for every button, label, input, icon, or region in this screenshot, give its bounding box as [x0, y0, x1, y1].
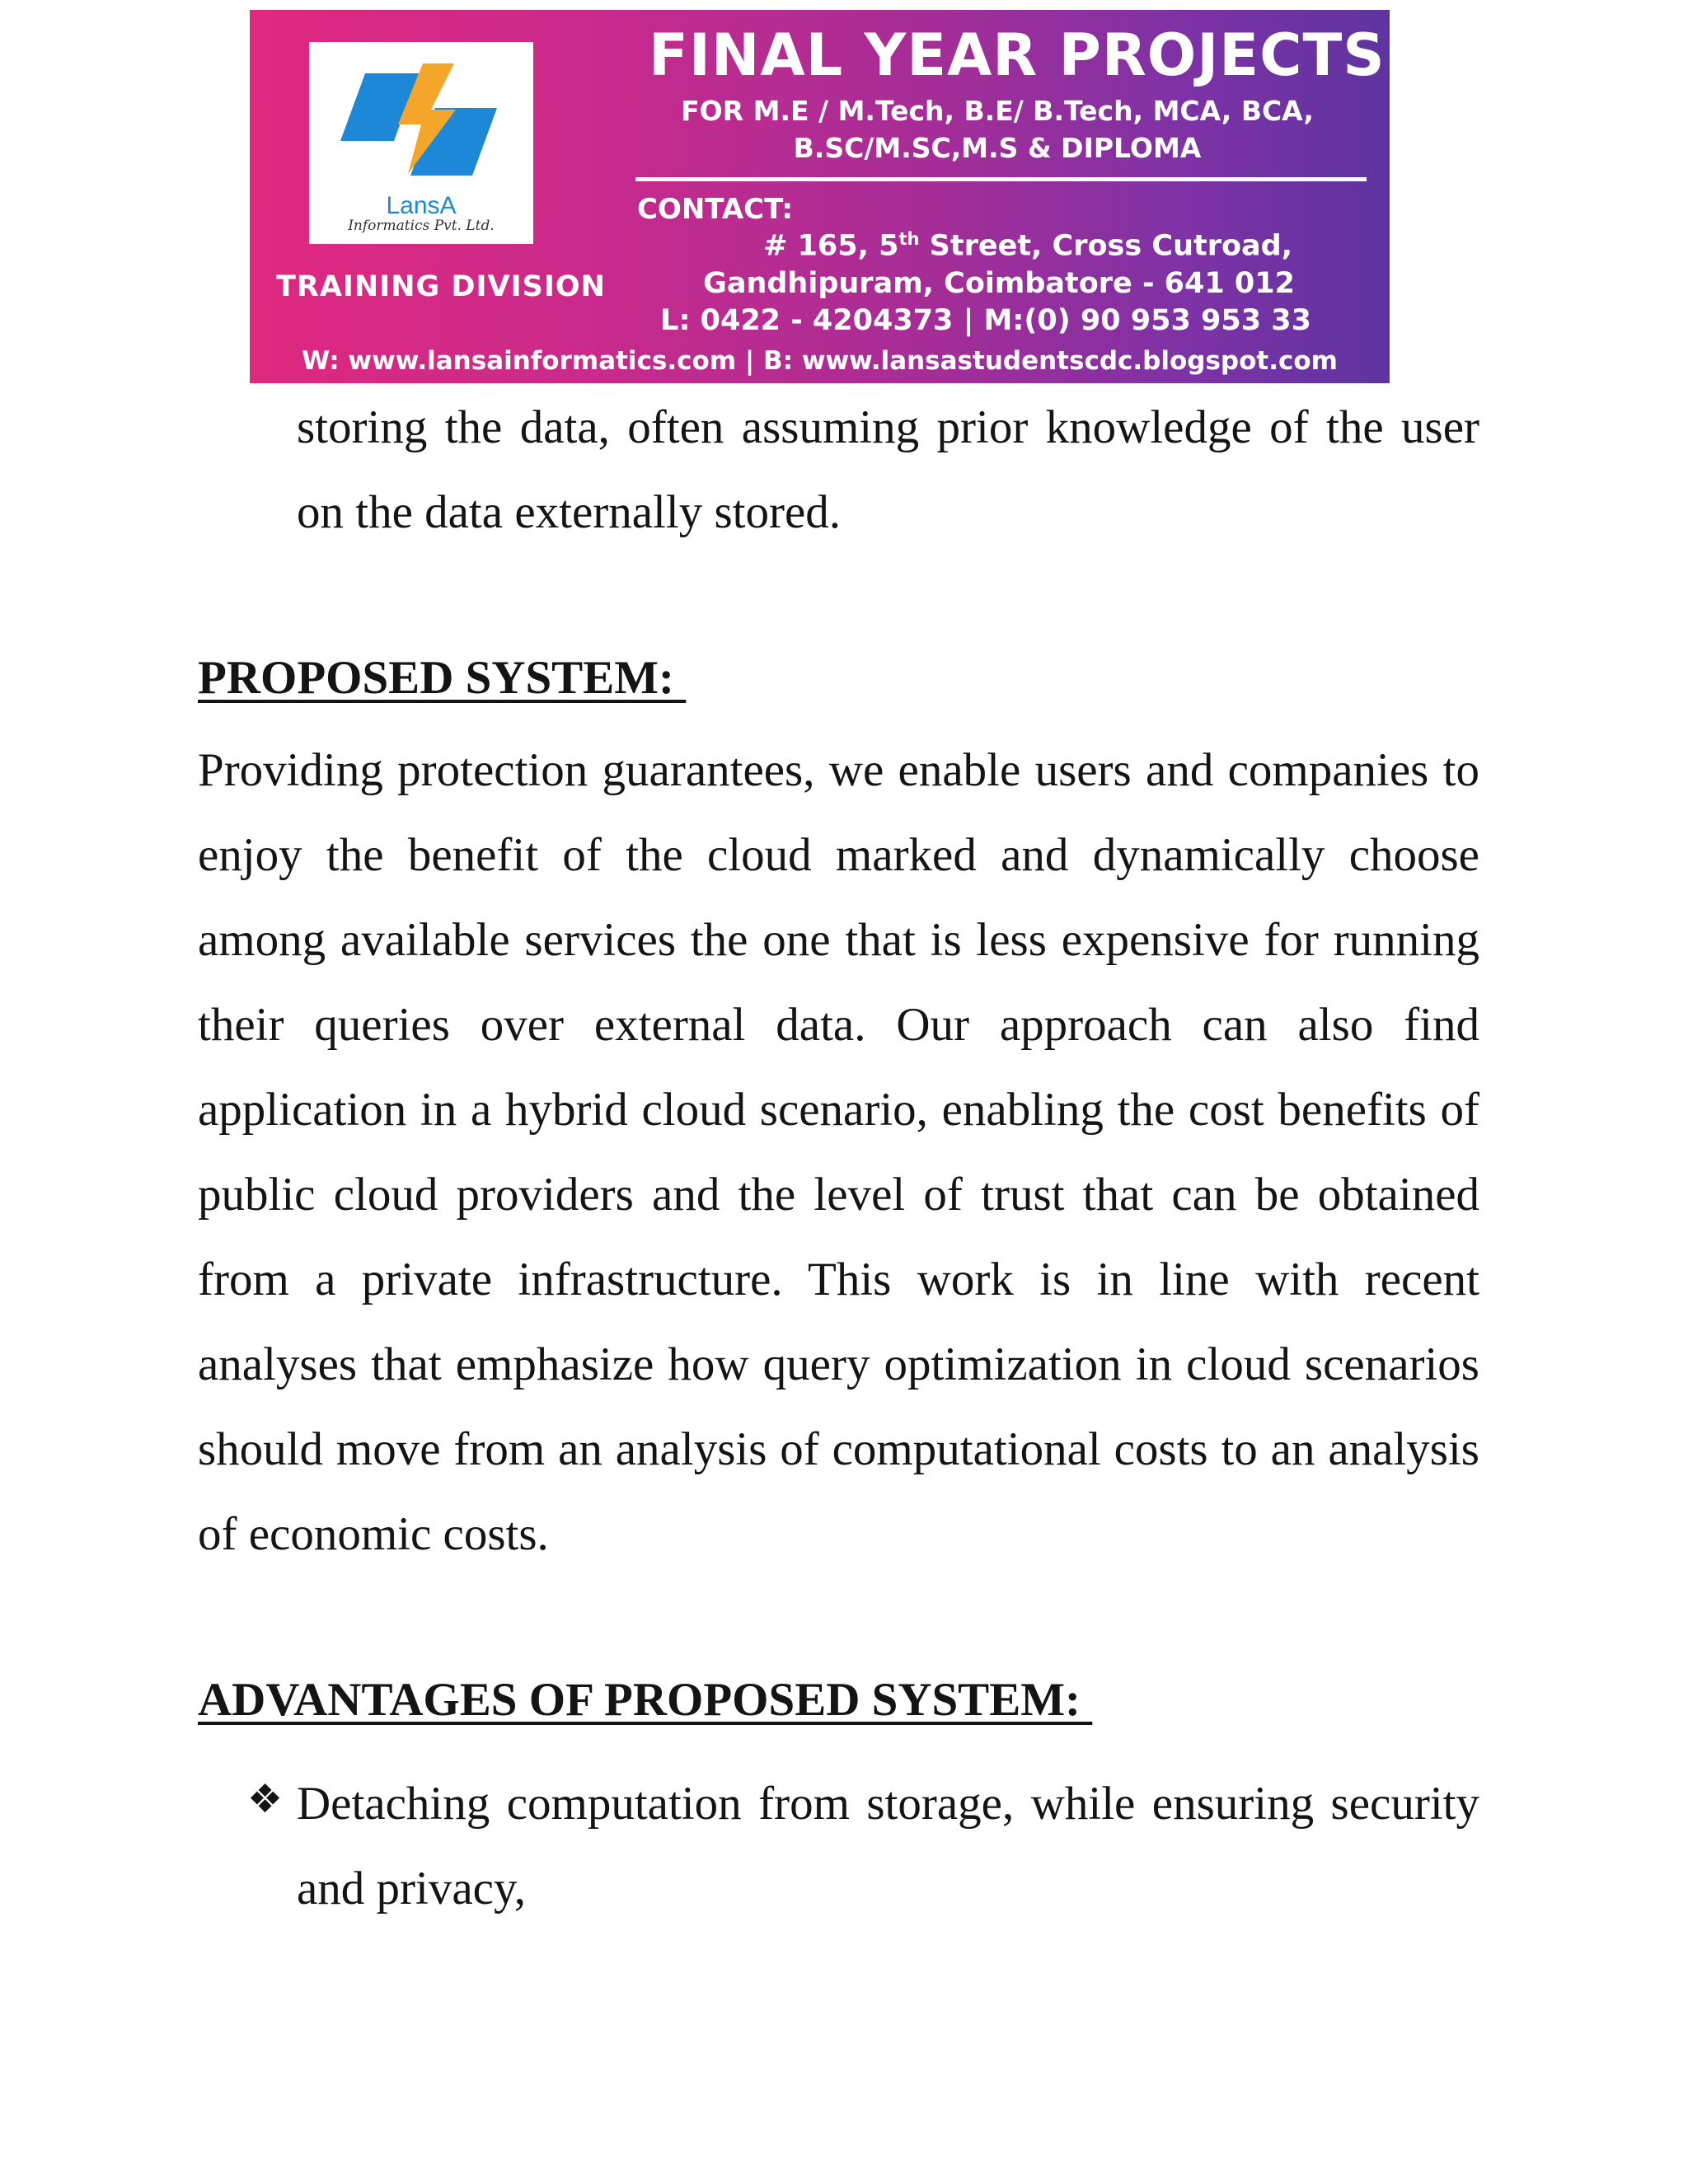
- phone-line: L: 0422 - 4204373 | M:(0) 90 953 953 33: [660, 304, 1311, 337]
- address-line2: Gandhipuram, Coimbatore - 641 012: [703, 267, 1295, 300]
- banner-subtitle-line1: FOR M.E / M.Tech, B.E/ B.Tech, MCA, BCA,: [681, 95, 1314, 127]
- logo-name: LansA: [386, 192, 457, 219]
- training-division-label: TRAINING DIVISION: [276, 270, 606, 303]
- website-line: W: www.lansainformatics.com | B: www.lansastudentscdc.blogspot.com: [302, 346, 1338, 376]
- banner-divider: [635, 177, 1367, 181]
- advantage-text: Detaching computation from storage, while ensuring security and privacy,: [297, 1778, 1479, 1915]
- diamond-bullet-icon: ❖: [247, 1776, 284, 1822]
- banner-title: FINAL YEAR PROJECTS: [649, 21, 1386, 89]
- banner-subtitle-line2: B.SC/M.SC,M.S & DIPLOMA: [793, 132, 1202, 164]
- continuation-paragraph: storing the data, often assuming prior knowledge of the user on the data externally stored.: [297, 401, 1479, 538]
- company-logo: [309, 42, 533, 244]
- address-line1: # 165, 5th Street, Cross Cutroad,: [763, 229, 1292, 263]
- lansa-logo-icon: [332, 59, 510, 190]
- proposed-system-heading: PROPOSED SYSTEM:: [198, 652, 687, 704]
- proposed-system-paragraph: Providing protection guarantees, we enable users and companies to enjoy the benefit of the cloud marked and dynamically choose among available services the one that is less expensive for running their queries over external data. Our approach can also find application in a hybrid cloud scenario, enabling the cost benefits of public cloud providers and the level of trust that can be obtained from a private infrastructure. This work is in line with recent analyses that emphasize how query optimization in cloud scenarios should move from an analysis of computational costs to an analysis of economic costs.: [198, 744, 1479, 1560]
- advantages-heading: ADVANTAGES OF PROPOSED SYSTEM:: [198, 1674, 1093, 1726]
- header-banner: [250, 10, 1390, 383]
- logo-subtitle: Informatics Pvt. Ltd.: [348, 218, 495, 234]
- contact-label: CONTACT:: [637, 193, 794, 226]
